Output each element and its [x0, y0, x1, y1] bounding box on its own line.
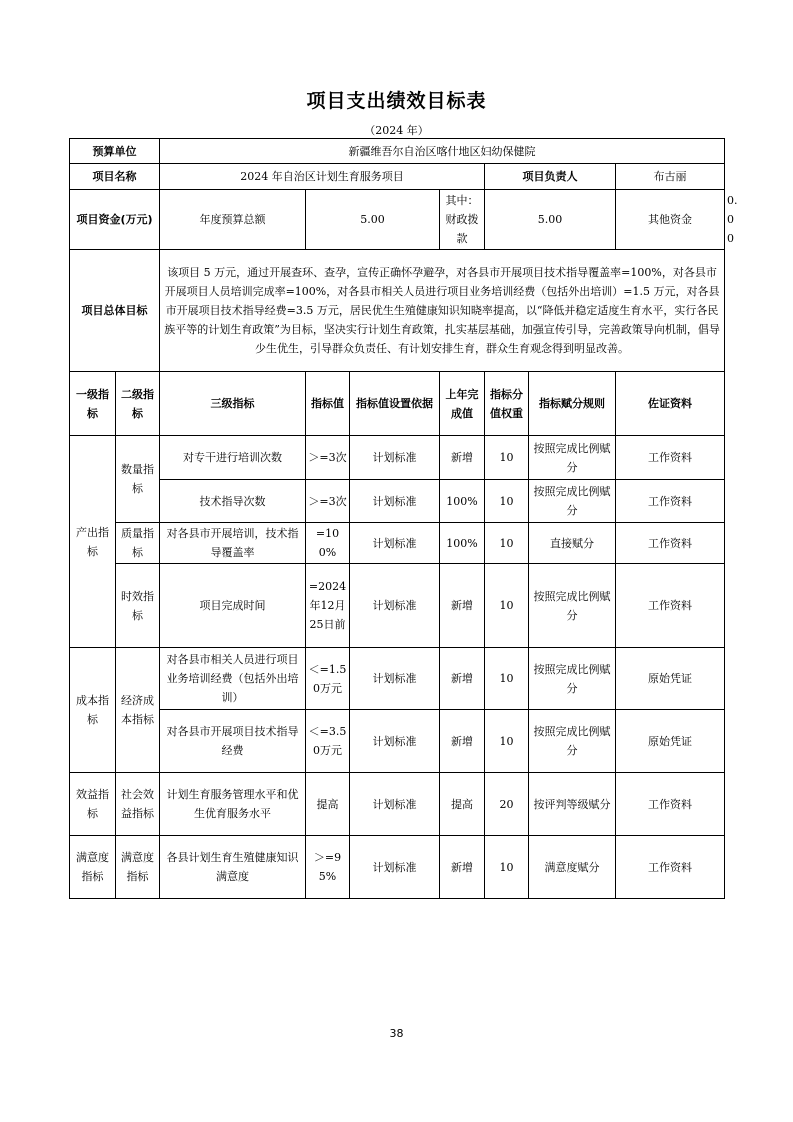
cell-weight: 10	[485, 564, 529, 648]
cell-last: 新增	[440, 436, 485, 480]
cell-last: 新增	[440, 836, 485, 899]
cell-weight: 10	[485, 836, 529, 899]
annual-budget-value: 5.00	[306, 190, 440, 250]
header-last-year: 上年完成值	[440, 372, 485, 436]
cell-rule: 按照完成比例赋分	[529, 564, 616, 648]
group-benefit: 效益指标	[70, 773, 116, 836]
cell-rule: 直接赋分	[529, 523, 616, 564]
fiscal-label: 其中：财政拨款	[440, 190, 485, 250]
leader-label: 项目负责人	[485, 164, 616, 190]
header-rule: 指标赋分规则	[529, 372, 616, 436]
group-satisfaction-sub: 满意度指标	[116, 836, 160, 899]
goal-text: 该项目 5 万元，通过开展查环、查孕，宣传正确怀孕避孕，对各县市开展项目技术指导覆盖率=100%，对各县市开展项目人员培训完成率=100%，对各县市相关人员进行项目业务培训经费（包括外出培训）=1.5 万元，对各县市开展项目技术指导经费=3.5 万元，居民优生生殖健康知识知晓率提高，以“降低并稳定适度生育水平，实行各民族平等的计划生育政策”为目标，坚决实行计划生育政策，扎实基层基础，加强宣传引导，完善政策导向机制，倡导少生优生，引导群众负责任、有计划安排生育，群众生育观念得到明显改善。	[160, 250, 725, 372]
group-quality: 质量指标	[116, 523, 160, 564]
cell-l3: 对专干进行培训次数	[160, 436, 306, 480]
cell-l3: 对各县市开展培训，技术指导覆盖率	[160, 523, 306, 564]
cell-basis: 计划标准	[350, 436, 440, 480]
cell-l3: 计划生育服务管理水平和优生优育服务水平	[160, 773, 306, 836]
cell-weight: 10	[485, 648, 529, 710]
cell-evidence: 原始凭证	[616, 710, 725, 773]
header-l1: 一级指标	[70, 372, 116, 436]
table-row	[70, 836, 725, 899]
cell-evidence: 原始凭证	[616, 648, 725, 710]
year-label: （2024 年）	[364, 124, 429, 137]
performance-table	[69, 138, 738, 899]
table-row	[70, 648, 725, 710]
cell-last: 新增	[440, 648, 485, 710]
cell-basis: 计划标准	[350, 480, 440, 523]
goal-row	[70, 250, 725, 372]
header-l2: 二级指标	[116, 372, 160, 436]
cell-weight: 10	[485, 523, 529, 564]
table-row	[70, 523, 725, 564]
group-cost: 成本指标	[70, 648, 116, 773]
cell-rule: 按评判等级赋分	[529, 773, 616, 836]
cell-value: ＞=3次	[306, 436, 350, 480]
cell-weight: 20	[485, 773, 529, 836]
header-l3: 三级指标	[160, 372, 306, 436]
other-fund-label: 其他资金	[616, 190, 725, 250]
cell-last: 100%	[440, 523, 485, 564]
cell-l3: 对各县市开展项目技术指导经费	[160, 710, 306, 773]
cell-l3: 项目完成时间	[160, 564, 306, 648]
cell-basis: 计划标准	[350, 523, 440, 564]
table-row	[70, 773, 725, 836]
cell-last: 提高	[440, 773, 485, 836]
cell-value: =100%	[306, 523, 350, 564]
project-value: 2024 年自治区计划生育服务项目	[160, 164, 485, 190]
cell-weight: 10	[485, 480, 529, 523]
group-economic: 经济成本指标	[116, 648, 160, 773]
cell-value: ＜=3.50万元	[306, 710, 350, 773]
cell-evidence: 工作资料	[616, 480, 725, 523]
group-timeliness: 时效指标	[116, 564, 160, 648]
group-output: 产出指标	[70, 436, 116, 648]
group-social: 社会效益指标	[116, 773, 160, 836]
page-title: 项目支出绩效目标表	[306, 90, 487, 112]
cell-value: ＜=1.50万元	[306, 648, 350, 710]
fund-label: 项目资金(万元)	[70, 190, 160, 250]
unit-row	[70, 139, 725, 164]
cell-last: 新增	[440, 564, 485, 648]
cell-value: =2024年12月25日前	[306, 564, 350, 648]
header-value: 指标值	[306, 372, 350, 436]
table-row	[70, 436, 725, 480]
cell-l3: 技术指导次数	[160, 480, 306, 523]
cell-weight: 10	[485, 710, 529, 773]
cell-rule: 按照完成比例赋分	[529, 436, 616, 480]
cell-value: ＞=3次	[306, 480, 350, 523]
leader-value: 布古丽	[616, 164, 725, 190]
project-label: 项目名称	[70, 164, 160, 190]
cell-evidence: 工作资料	[616, 836, 725, 899]
project-row	[70, 164, 725, 190]
cell-basis: 计划标准	[350, 648, 440, 710]
cell-basis: 计划标准	[350, 710, 440, 773]
cell-rule: 按照完成比例赋分	[529, 480, 616, 523]
cell-last: 100%	[440, 480, 485, 523]
goal-label: 项目总体目标	[70, 250, 160, 372]
cell-basis: 计划标准	[350, 773, 440, 836]
cell-basis: 计划标准	[350, 564, 440, 648]
cell-rule: 按照完成比例赋分	[529, 648, 616, 710]
cell-evidence: 工作资料	[616, 523, 725, 564]
cell-l3: 各县计划生育生殖健康知识满意度	[160, 836, 306, 899]
cell-value: 提高	[306, 773, 350, 836]
unit-label: 预算单位	[70, 139, 160, 164]
cell-weight: 10	[485, 436, 529, 480]
header-weight: 指标分值权重	[485, 372, 529, 436]
cell-evidence: 工作资料	[616, 564, 725, 648]
cell-rule: 满意度赋分	[529, 836, 616, 899]
page-number: 38	[389, 1027, 404, 1040]
header-evidence: 佐证资料	[616, 372, 725, 436]
group-quantity: 数量指标	[116, 436, 160, 523]
cell-last: 新增	[440, 710, 485, 773]
cell-value: ＞=95%	[306, 836, 350, 899]
header-basis: 指标值设置依据	[350, 372, 440, 436]
unit-value: 新疆维吾尔自治区喀什地区妇幼保健院	[160, 139, 725, 164]
header-row	[70, 372, 725, 436]
cell-l3: 对各县市相关人员进行项目业务培训经费（包括外出培训）	[160, 648, 306, 710]
fund-row: 项目资金(万元) 年度预算总额 5.00 其中：财政拨款 5.00 其他资金 0.00	[70, 190, 725, 250]
cell-basis: 计划标准	[350, 836, 440, 899]
group-satisfaction: 满意度指标	[70, 836, 116, 899]
table-row	[70, 710, 725, 773]
cell-rule: 按照完成比例赋分	[529, 710, 616, 773]
annual-budget-label: 年度预算总额	[160, 190, 306, 250]
fiscal-value: 5.00	[485, 190, 616, 250]
cell-evidence: 工作资料	[616, 436, 725, 480]
table-row	[70, 480, 725, 523]
table-row	[70, 564, 725, 648]
cell-evidence: 工作资料	[616, 773, 725, 836]
